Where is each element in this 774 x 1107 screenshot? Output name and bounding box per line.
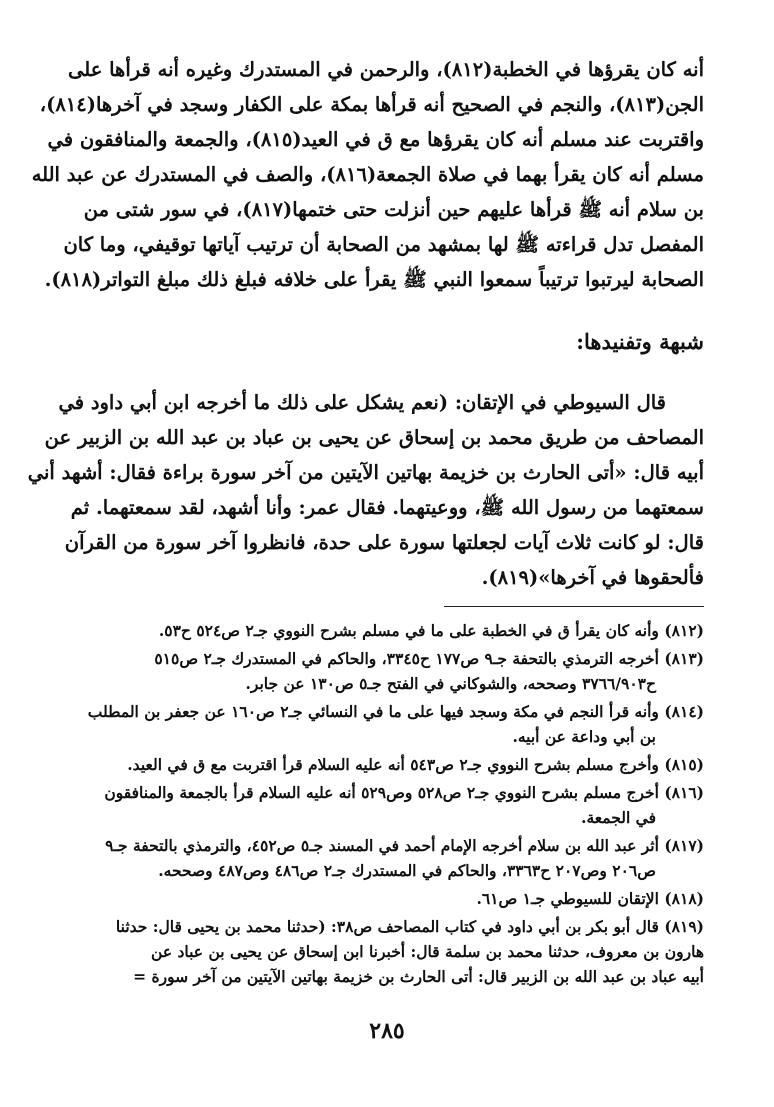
paragraph-line: قال: لو كانت ثلاث آيات لجعلتها سورة على حدة، فانظروا آخر سورة من القرآن — [64, 531, 704, 554]
paragraph-line: سمعتهما من رسول الله ﷺ، ووعيتهما. فقال عمر: وأنا أشهد، لقد سمعتهما. ثم — [70, 496, 704, 519]
paragraph-line: مسلم أنه كان يقرأ بهما في صلاة الجمعة(٨١٦)، والصف في المستدرك عن عبد الله — [31, 163, 704, 186]
main-paragraph-2 — [27, 385, 704, 595]
footnote-818 — [70, 886, 704, 911]
paragraph-line: واقتربت عند مسلم أنه كان يقرؤها مع ق في العيد(٨١٥)، والجمعة والمنافقون في — [47, 128, 704, 151]
footnote-text: في الجمعة. — [581, 808, 656, 827]
footnote-text: وأنه قرأ النجم في مكة وسجد فيها على ما في النسائي جـ٢ ص١٦٠ عن جعفر بن المطلب — [87, 702, 659, 721]
paragraph-line: الجن(٨١٣)، والنجم في الصحيح أنه قرأها بمكة على الكفار وسجد في آخرها(٨١٤)، — [39, 93, 704, 116]
footnote-number: (٨١٦) — [664, 783, 704, 802]
footnote-text: بن أبي وداعة عن أبيه. — [512, 727, 656, 746]
footnote-text: أبيه عباد بن عبد الله بن الزبير قال: أتى الحارث بن خزيمة بهاتين الآيتين من آخر سورة = — [133, 967, 704, 986]
paragraph-line: بن سلام أنه ﷺ قرأها عليهم حين أنزلت حتى ختمها(٨١٧)، في سور شتى من — [83, 198, 704, 221]
paragraph-line: المفصل تدل قراءته ﷺ لها بمشهد من الصحابة أن ترتيب آياتها توقيفي، وما كان — [63, 233, 704, 256]
footnotes-section — [70, 618, 704, 992]
footnote-text: قال أبو بكر بن أبي داود في كتاب المصاحف ص٣٨: (حدثنا محمد بن يحيى قال: حدثنا — [115, 917, 659, 936]
footnote-text: أخرج مسلم بشرح النووي جـ٢ ص٥٢٨ وص٥٢٩ أنه عليه السلام قرأ بالجمعة والمنافقون — [104, 783, 659, 802]
footnote-number: (٨١٥) — [664, 755, 704, 774]
paragraph-line: أبيه قال: «أتى الحارث بن خزيمة بهاتين الآيتين من آخر سورة براءة فقال: أشهد أني — [27, 461, 704, 484]
footnote-text: ح٣٧٦٦/٩٠٣ وصححه، والشوكاني في الفتح جـ٥ ص١٣٠ عن جابر. — [245, 674, 656, 693]
paragraph-line: المصاحف من طريق محمد بن إسحاق عن يحيى بن عباد بن عبد الله بن الزبير عن — [44, 426, 704, 449]
footnote-text: هارون بن معروف، حدثنا محمد بن سلمة قال: أخبرنا ابن إسحاق عن يحيى بن عباد عن — [151, 942, 704, 961]
footnote-number: (٨١٢) — [664, 621, 704, 640]
paragraph-line: أنه كان يقرؤها في الخطبة(٨١٢)، والرحمن في المستدرك وغيره أنه قرأها على — [67, 58, 704, 81]
paragraph-line: فألحقوها في آخرها»(٨١٩). — [481, 566, 704, 589]
paragraph-line: الصحابة ليرتبوا ترتيباً سمعوا النبي ﷺ يقرأ على خلافه فبلغ ذلك مبلغ التواتر(٨١٨). — [44, 268, 704, 291]
footnote-817 — [70, 833, 704, 883]
footnote-number: (٨١٨) — [664, 889, 704, 908]
footnote-text: الإتقان للسيوطي جـ١ ص٦١. — [476, 889, 659, 908]
footnote-819 — [70, 914, 704, 989]
footnote-separator — [444, 606, 704, 607]
footnote-text: أثر عبد الله بن سلام أخرجه الإمام أحمد في المسند جـ٥ ص٤٥٢، والترمذي بالتحفة جـ٩ — [105, 836, 659, 855]
section-heading: شبهة وتفنيدها: — [576, 329, 704, 354]
footnote-number: (٨١٣) — [664, 649, 704, 668]
footnote-text: وأنه كان يقرأ ق في الخطبة على ما في مسلم بشرح النووي جـ٢ ص٥٢٤ ح٥٣. — [158, 621, 659, 640]
footnote-816 — [70, 780, 704, 830]
footnote-text: ص٢٠٦ وص٢٠٧ ح٣٣٦٣، والحاكم في المستدرك جـ٢ ص٤٨٦ وص٤٨٧ وصححه. — [158, 861, 656, 880]
footnote-813 — [70, 646, 704, 696]
page-number: ٢٨٥ — [369, 1018, 405, 1044]
footnote-815 — [70, 752, 704, 777]
footnote-text: أخرجه الترمذي بالتحفة جـ٩ ص١٧٧ ح٣٣٤٥، والحاكم في المستدرك جـ٢ ص٥١٥ — [154, 649, 659, 668]
footnote-number: (٨١٤) — [664, 702, 704, 721]
footnote-812 — [70, 618, 704, 643]
footnote-text: وأخرج مسلم بشرح النووي جـ٢ ص٥٤٣ أنه عليه السلام قرأ اقتربت مع ق في العيد. — [127, 755, 659, 774]
main-paragraph-1 — [31, 52, 704, 297]
footnote-number: (٨١٧) — [664, 836, 704, 855]
footnote-number: (٨١٩) — [664, 917, 704, 936]
paragraph-line: قال السيوطي في الإتقان: (نعم يشكل على ذلك ما أخرجه ابن أبي داود في — [58, 391, 666, 414]
footnote-814 — [70, 699, 704, 749]
